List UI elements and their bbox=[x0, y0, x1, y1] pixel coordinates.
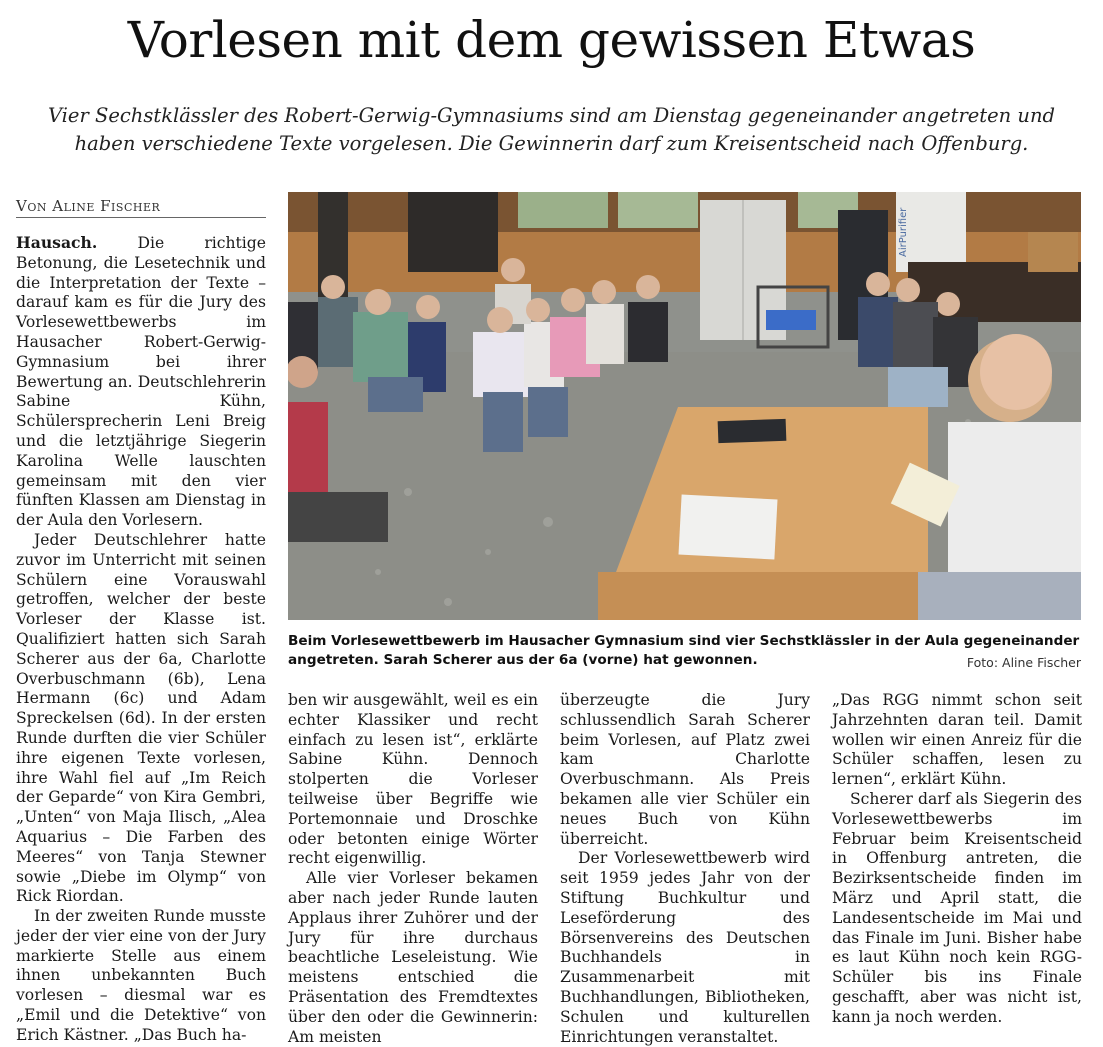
article-column-2 bbox=[288, 691, 538, 1047]
paragraph-text: Die richtige Betonung, die Lesetechnik und die Interpretation der Texte – darauf kam es für die Jury des Vorlesewettbewerbs im Hausacher Robert-Gerwig-Gymnasium bei ihrer Bewertung an. Deutschlehrerin Sabine Kühn, Schülersprecherin Leni Breig und die letztjährige Siegerin Karolina Welle lauschten gemeinsam mit den vier fünften Klassen am Dienstag in der Aula den Vorlesern. bbox=[16, 234, 266, 530]
paragraph: überzeugte die Jury schlussendlich Sarah Scherer beim Vorlesen, auf Platz zwei kam Charlotte Overbuschmann. Als Preis bekamen alle vier Schüler ein neues Buch von Kühn überreicht. bbox=[560, 691, 810, 848]
article-column-1 bbox=[16, 233, 266, 1046]
paragraph bbox=[16, 233, 266, 531]
air-purifier-label: AirPurifier bbox=[898, 207, 909, 257]
paragraph: „Das RGG nimmt schon seit Jahrzehnten daran teil. Damit wollen wir einen Anreiz für die Schüler schaffen, lesen zu lernen“, erklärt Kühn. bbox=[832, 691, 1082, 789]
dateline: Hausach. bbox=[16, 233, 98, 252]
paragraph: Jeder Deutschlehrer hatte zuvor im Unterricht mit seinen Schülern eine Vorauswahl getroffen, welcher der beste Vorleser der Klasse ist. Qualifiziert hatten sich Sarah Scherer aus der 6a, Charlotte Overbuschmann (6b), Lena Hermann (6c) und Adam Spreckelsen (6d). In der ersten Runde durften die vier Schüler ihre eigenen Texte vorlesen, ihre Wahl fiel auf „Im Reich der Geparde“ von Kira Gembri, „Unten“ von Maja Ilisch, „Alea Aquarius – Die Farben des Meeres“ von Tanja Stewner sowie „Diebe im Olymp“ von Rick Riordan. bbox=[16, 530, 266, 906]
subheadline: Vier Sechstklässler des Robert-Gerwig-Gymnasiums sind am Dienstag gegeneinander angetreten und haben verschiedene Texte vorgelesen. Die Gewinnerin darf zum Kreisentscheid nach Offenburg. bbox=[47, 104, 1056, 155]
article-photo bbox=[288, 192, 1081, 620]
paragraph: In der zweiten Runde musste jeder der vier eine von der Jury markierte Stelle aus einem ihnen unbekannten Buch vorlesen – diesmal war es „Emil und die Detektive“ von Erich Kästner. „Das Buch ha- bbox=[16, 907, 266, 1044]
paragraph: ben wir ausgewählt, weil es ein echter Klassiker und recht einfach zu lesen ist“, erklärte Sabine Kühn. Dennoch stolperten die Vorleser teilweise über Begriffe wie Portemonnaie und Droschke oder betonten einige Wörter recht eigenwillig. bbox=[288, 691, 538, 868]
byline: Von Aline Fischer bbox=[16, 197, 266, 218]
paragraph: Alle vier Vorleser bekamen aber nach jeder Runde lauten Applaus ihrer Zuhörer und der Jury für ihre durchaus beachtliche Leseleistung. Wie meistens entschied die Präsentation des Fremdtextes über den oder die Gewinnerin: Am meisten bbox=[288, 869, 538, 1046]
photo-credit: Foto: Aline Fischer bbox=[966, 655, 1081, 670]
paragraph: Der Vorlesewettbewerb wird seit 1959 jedes Jahr von der Stiftung Buchkultur und Leseförderung des Börsenvereins des Deutschen Buchhandels in Zusammenarbeit mit Buchhandlungen, Bibliotheken, Schulen und kulturellen Einrichtungen veranstaltet. bbox=[560, 849, 810, 1046]
photo-caption: Beim Vorlesewettbewerb im Hausacher Gymnasium sind vier Sechstklässler in der Aula gegeneinander angetreten. Sarah Scherer aus der 6a (vorne) hat gewonnen. bbox=[288, 633, 1080, 668]
headline: Vorlesen mit dem gewissen Etwas bbox=[127, 11, 976, 69]
article-column-4 bbox=[832, 691, 1082, 1028]
paragraph: Scherer darf als Siegerin des Vorlesewettbewerbs im Februar beim Kreisentscheid in Offenburg antreten, die Bezirksentscheide finden im März und April statt, die Landesentscheide im Mai und das Finale im Juni. Bisher habe es laut Kühn noch kein RGG-Schüler bis ins Finale geschafft, aber was nicht ist, kann ja noch werden. bbox=[832, 789, 1082, 1026]
article-column-3 bbox=[560, 691, 810, 1047]
classroom-photo-illustration bbox=[288, 192, 1081, 620]
